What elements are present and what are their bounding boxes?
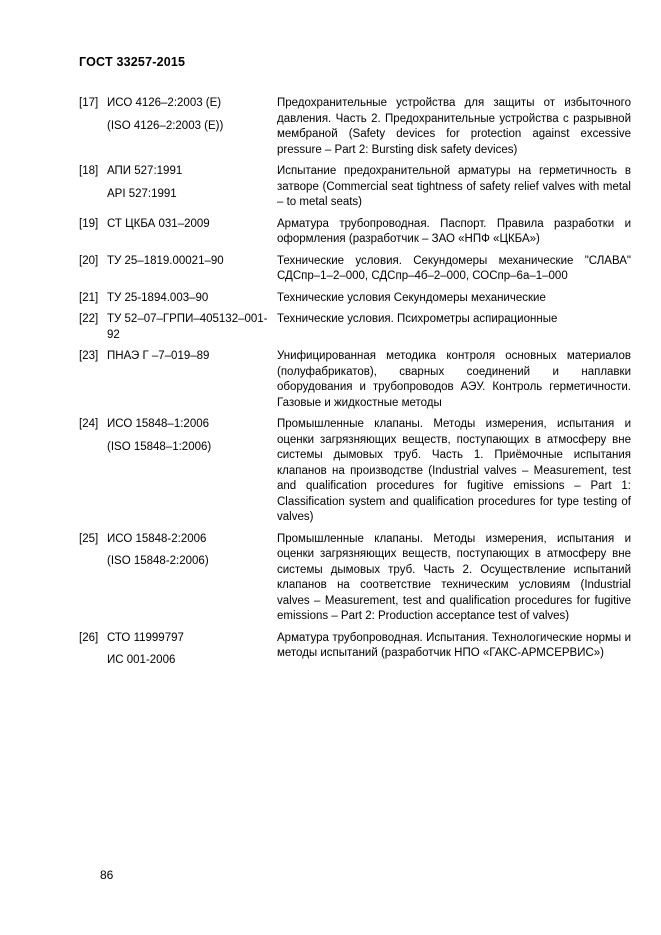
reference-description: Арматура трубопроводная. Испытания. Технологические нормы и методы испытаний (разработчик НПО «ГАКС-АРМСЕРВИС») <box>277 631 631 659</box>
reference-number: [20] <box>79 254 99 267</box>
reference-item <box>79 217 631 248</box>
reference-codes <box>107 312 277 343</box>
reference-item <box>79 254 631 285</box>
reference-number: [26] <box>79 631 99 644</box>
reference-number: [17] <box>79 97 99 109</box>
reference-codes <box>107 217 277 248</box>
reference-code-alt: (ISO 4126–2:2003 (E)) <box>107 119 224 132</box>
reference-number: [21] <box>79 291 99 304</box>
reference-codes <box>107 96 277 158</box>
reference-description: Технические условия. Секундомеры механические "СЛАВА" СДСпр–1–2–000, СДСпр–4б–2–000, СОСпр–6а–1–000 <box>277 254 631 282</box>
reference-description: Промышленные клапаны. Методы измерения, испытания и оценки загрязняющих веществ, поступающих в атмосферу вне системы дымовых труб. Часть 2. Осуществление испытаний клапанов на соответствие техническим условиям (Industrial valves – Measurement, test and qualification procedures for fugitive emissions – Part 2: Production acceptance test of valves) <box>277 532 631 622</box>
reference-description: Унифицированная методика контроля основных материалов (полуфабрикатов), сварных соединений и наплавки оборудования и трубопроводов АЭУ. Контроль герметичности. Газовые и жидкостные методы <box>277 350 631 409</box>
reference-codes <box>107 349 277 411</box>
reference-code-alt: (ISO 15848-2:2006) <box>107 555 209 567</box>
reference-number: [22] <box>79 313 99 325</box>
page-number: 86 <box>100 868 114 882</box>
reference-description: Испытание предохранительной арматуры на герметичность в затворе (Commercial seat tightness of safety relief valves with metal – to metal seats) <box>277 165 631 208</box>
reference-codes <box>107 291 277 307</box>
reference-code: ПНАЭ Г –7–019–89 <box>107 350 210 362</box>
reference-description: Промышленные клапаны. Методы измерения, испытания и оценки загрязняющих веществ, поступающих в атмосферу вне системы дымовых труб. Часть 1. Приёмочные испытания клапанов на производстве (Industrial valves – Measurement, test and qualification procedures for fugitive emissions – Part 1: Classification system and qualification procedures for type testing of valves) <box>277 418 631 523</box>
reference-item <box>79 631 631 669</box>
reference-code: ТУ 25-1894.003–90 <box>107 291 209 304</box>
reference-number: [24] <box>79 418 99 430</box>
reference-code: ТУ 52–07–ГРПИ–405132–001-92 <box>107 313 268 341</box>
reference-description: Арматура трубопроводная. Паспорт. Правила разработки и оформления (разработчик – ЗАО «НПФ «ЦКБА») <box>277 217 631 245</box>
reference-code-alt: ИС 001-2006 <box>107 654 176 666</box>
reference-description: Предохранительные устройства для защиты от избыточного давления. Часть 2. Предохранительные устройства с разрывной мембраной (Safety devices for protection against excessive pressure – Part 2: Bursting disk safety devices) <box>277 97 631 156</box>
reference-codes <box>107 254 277 285</box>
reference-number: [25] <box>79 532 99 545</box>
reference-list <box>79 96 631 675</box>
reference-item <box>79 532 631 625</box>
reference-item <box>79 349 631 411</box>
reference-code: ИСО 4126–2:2003 (E) <box>107 97 222 109</box>
reference-number: [23] <box>79 350 99 362</box>
document-header: ГОСТ 33257-2015 <box>79 55 186 69</box>
reference-code: ТУ 25–1819.00021–90 <box>107 254 224 267</box>
reference-code: ИСО 15848–1:2006 <box>107 418 210 430</box>
reference-item <box>79 291 631 307</box>
reference-code: ИСО 15848-2:2006 <box>107 532 207 545</box>
reference-number: [19] <box>79 217 99 230</box>
reference-codes <box>107 631 277 669</box>
reference-item <box>79 96 631 158</box>
reference-codes <box>107 532 277 625</box>
reference-number: [18] <box>79 165 99 177</box>
reference-codes <box>107 164 277 211</box>
reference-description: Технические условия Секундомеры механические <box>277 291 546 304</box>
reference-codes <box>107 417 277 526</box>
reference-code-alt: API 527:1991 <box>107 187 177 200</box>
reference-item <box>79 417 631 526</box>
reference-item <box>79 164 631 211</box>
reference-code: СТО 11999797 <box>107 631 184 644</box>
reference-code-alt: (ISO 15848–1:2006) <box>107 440 212 453</box>
reference-item <box>79 312 631 343</box>
reference-code: АПИ 527:1991 <box>107 165 183 177</box>
reference-code: СТ ЦКБА 031–2009 <box>107 217 210 230</box>
reference-description: Технические условия. Психрометры аспирационные <box>277 313 558 325</box>
